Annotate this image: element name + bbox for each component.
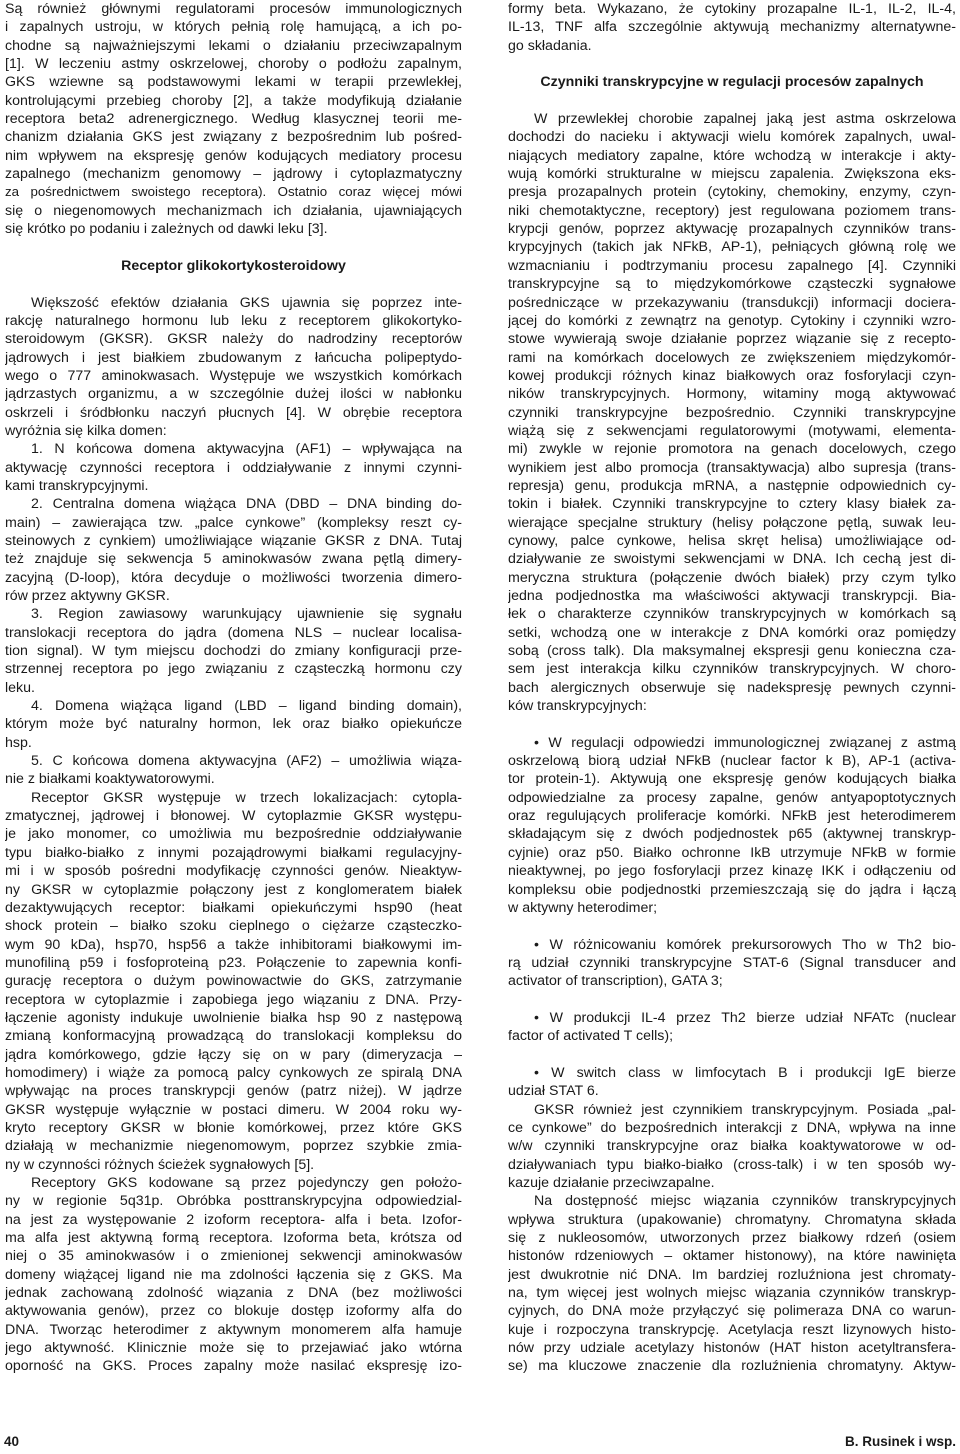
text-line: aktywację czynności receptora i oddziaływanie z innymi czynni- [5, 459, 462, 476]
text-line: nów przy udziale acetylazy histonów (HAT histon acetyltransfera- [508, 1340, 956, 1357]
text-line: jądra komórkowego, gdzie łączy się on w pary (dimeryzacja – [5, 1046, 462, 1063]
text-line: jest dwukrotnie nić DNA. Im bardziej rozluźniona jest chromaty- [508, 1266, 956, 1283]
text-line: Większość efektów działania GKS ujawnia się poprzez inte- [31, 294, 462, 311]
text-line: sobą (cross talk). Dla maksymalnej ekspresji genu konieczna cza- [508, 643, 956, 660]
text-line: chanizm działania GKS jest związany z bezpośrednim lub pośred- [5, 129, 462, 146]
text-line: 3. Region zawiasowy warunkujący ujawnienie się sygnału [31, 606, 462, 623]
text-line: steinowych z cynkiem) umożliwiające wiązanie GKSR z DNA. Tutaj [5, 532, 462, 549]
text-line: i zapalnych ustroju, w których pełnią rolę hamującą, a ich po- [5, 19, 462, 36]
text-line: nie z białkami koaktywatorowymi. [5, 771, 215, 788]
text-line: działają w mechanizmie niegenomowym, poprzez szybkie zmia- [5, 1138, 462, 1155]
text-line: GKS wziewne są podstawowymi lekami w terapii przewlekłej, [5, 74, 462, 91]
text-line: 2. Centralna domena wiążąca DNA (DBD – DNA binding do- [31, 496, 462, 513]
text-line: w/w czynniki transkrypcyjne oraz białka koaktywatorowe w od- [508, 1138, 956, 1155]
text-line: odpowiedzialne za procesy zapalne, genów antyapoptotycznych [508, 789, 956, 806]
text-line: rą udział czynniki transkrypcyjne STAT-6 (Signal transducer and [508, 954, 956, 971]
text-line: munofiliną p59 i fosfoproteiną p23. Połączenie to zapewnia konfi- [5, 954, 462, 971]
text-line: aktywowania genów), przez co blokuje dostęp izoformy alfa do [5, 1303, 462, 1320]
text-line: zmianą konformacyjną prowadzącą do translokacji kompleksu do [5, 1028, 462, 1045]
text-line: hsp. [5, 734, 32, 751]
text-line: ny w regionie 5q31p. Obróbka posttranskrypcyjna odpowiedzial- [5, 1193, 462, 1210]
text-line: GKSR również jest czynnikiem transkrypcyjnym. Posiada „pal- [534, 1101, 956, 1118]
text-line: na, tym więcej jest wolnych miejsc wiązania czynników transkryp- [508, 1285, 956, 1302]
text-line: homodimery) i wiąże za pomocą palcy cynkowych ze spiralą DNA [5, 1064, 462, 1081]
text-line: jednak zachowaną zdolność wiązania z DNA (bez możliwości [5, 1285, 462, 1302]
text-line: bach alergicznych obserwuje się nadekspresję pewnych czynni- [508, 679, 956, 696]
text-line: meryczna struktura (połączenie dwóch białek) przy czym tylko [508, 569, 956, 586]
text-line: kuje i rozpoczyna transkrypcję. Acetylacja reszt lizynowych histo- [508, 1321, 956, 1338]
text-line: dezaktywujących receptor: białkami opiekuńczymi hsp90 (heat [5, 899, 462, 916]
section-heading: Receptor glikokortykosteroidowy [121, 257, 346, 274]
text-line: setki, wchodzą one w interakcje z DNA komórki oraz pomiędzy [508, 624, 956, 641]
text-line: • W produkcji IL-4 przez Th2 bierze udział NFATc (nuclear [534, 1009, 956, 1026]
text-line: Receptory GKS kodowane są przez pojedynczy gen położo- [31, 1175, 462, 1191]
text-line: składającym się z dwóch podjednostek p65 (aktywnej transkryp- [508, 826, 956, 843]
text-line: łączenie agonisty indukuje uwolnienie białka hsp 90 z następową [5, 1009, 462, 1026]
text-line: ce cynkowe” do bezpośrednich interakcji z DNA, wpływa na inne [508, 1119, 956, 1136]
left-text-column [5, 0, 462, 1376]
paragraph-gap [5, 275, 462, 293]
paragraph-gap [508, 55, 956, 73]
text-line: Są również głównymi regulatorami procesów immunologicznych [5, 1, 462, 17]
text-line: Na dostępność miejsc wiązania czynników transkrypcyjnych [534, 1193, 956, 1210]
text-line: też znajduje się sekwencja 5 aminokwasów zwana pętlą dimery- [5, 551, 462, 568]
text-line: w aktywny heterodimer; [508, 899, 658, 916]
text-line: działywanie ze swoistymi sekwencjami w DNA. Ich cechą jest di- [508, 551, 956, 568]
text-line: stowe wywierają swoje działanie poprzez wiązanie się z recepto- [508, 331, 956, 348]
text-line: się krótko po podaniu i zależnych od dawki leku [3]. [5, 221, 328, 238]
text-line: go składania. [508, 37, 592, 54]
text-line: którym może być naturalny hormon, lek oraz białko opiekuńcze [5, 716, 462, 733]
text-line: • W regulacji odpowiedzi immunologicznej związanej z astmą [534, 734, 956, 751]
text-line: ników transkrypcyjnych. Hormony, witaminy mogą aktywować [508, 386, 956, 403]
text-line: translokacji receptora do jądra (domena NLS – nuclear localisa- [5, 624, 462, 641]
text-line: je jako monomer, co umożliwia mu bezpośrednie oddziaływanie [5, 826, 462, 843]
text-line: oskrzeli i śródbłonku naczyń płucnych [4]. W obrębie receptora [5, 404, 462, 421]
text-line: transkrypcyjne są to międzykomórkowe cząsteczki sygnałowe [508, 276, 956, 293]
text-line: • W switch class w limfocytach B i produkcji IgE bierze [534, 1064, 956, 1081]
paragraph-gap [5, 238, 462, 256]
page-number: 40 [4, 1434, 20, 1449]
text-line: sem jest interakcja kilku czynników transkrypcyjnych. W choro- [508, 661, 956, 678]
text-line: wym 90 kDa), hsp70, hsp56 a także inhibitorami białkowymi im- [5, 936, 462, 953]
text-line: 5. C końcowa domena aktywacyjna (AF2) – umożliwia wiąza- [31, 753, 462, 770]
text-line: oporność na GKS. Proces zapalny może nasilać ekspresję izo- [5, 1358, 462, 1375]
text-line: mi i w sposób pośredni modyfikację czynności genów. Nieaktyw- [5, 863, 462, 880]
text-line: krypcyjnych (takich jak NFkB, AP-1), pełniących główną rolę we [508, 239, 956, 256]
text-line: se) ma kluczowe znaczenie dla rozluźnienia chromatyny. Aktyw- [508, 1358, 956, 1375]
text-line: W przewlekłej chorobie zapalnej jaką jest astma oskrzelowa [534, 111, 956, 128]
text-line: receptora w cytoplazmie i zapobiega jego wiązaniu z DNA. Przy- [5, 991, 462, 1008]
text-line: rakcję naturalnego hormonu lub leku z receptorem glikokortyko- [5, 312, 462, 329]
text-line: ny GKSR w cytoplazmie połączony jest z konglomeratem białek [5, 881, 462, 898]
text-line: main) – zawierająca tzw. „palce cynkowe” (kompleksy reszt cy- [5, 514, 462, 531]
text-line: jego aktywność. Klinicznie może się to przejawiać jako wtórna [5, 1340, 462, 1357]
text-line: GKSR występuje wyłącznie w postaci dimeru. W 2004 roku wy- [5, 1101, 462, 1118]
text-line: jądrzastych organizmu, a w szczególnie dużej ilości w nabłonku [5, 386, 462, 403]
paragraph-gap [508, 1046, 956, 1064]
text-line: niej o 35 aminokwasów i o zmienionej sekwencji aminokwasów [5, 1248, 462, 1265]
text-line: dochodzi do nacieku i aktywacji wielu komórek zapalnych, uwal- [508, 129, 956, 146]
text-line: represja) genu, produkcja mRNA, a następnie odpowiednich cy- [508, 477, 956, 494]
text-line: formy beta. Wykazano, że cytokiny prozapalne IL-1, IL-2, IL-4, [508, 1, 956, 17]
text-line: strzennej receptora po jego związaniu z cząsteczką hormonu czy [5, 661, 462, 678]
text-line: kazuje działanie przeciwzapalne. [508, 1175, 715, 1191]
text-line: [1]. W leczeniu astmy oskrzelowej, choroby o podłożu zapalnym, [5, 56, 462, 73]
text-line: DNA. Tworząc heterodimer z aktywnym monomerem alfa hamuje [5, 1321, 462, 1338]
text-line: leku. [5, 679, 35, 696]
text-line: wzmacnianiu i podtrzymaniu procesu zapalnego [4]. Czynniki [508, 257, 956, 274]
text-line: ków transkrypcyjnych: [508, 698, 647, 715]
text-line: się o niegenomowych mechanizmach ich działania, ujawniających [5, 202, 462, 219]
text-line: factor of activated T cells); [508, 1028, 674, 1045]
text-line: nieaktywnej, po jego fosforylacji przez kinazę IKK i odłączeniu od [508, 863, 956, 880]
paragraph-gap [508, 991, 956, 1009]
right-text-column [508, 0, 956, 1376]
text-line: chodne są najważniejszymi lekami o działaniu przeciwzapalnym [5, 37, 462, 54]
paragraph-gap [508, 92, 956, 110]
text-line: niki chemotaktyczne, receptory) jest regulowana poziomem trans- [508, 202, 956, 219]
text-line: kompleksu obie podjednostki przemieszczają się do jądra i łączą [508, 881, 956, 898]
text-line: kontrolującymi przebieg choroby [2], a także modyfikują działanie [5, 92, 462, 109]
text-line: receptora beta2 adrenergicznego. Według klasycznej teorii me- [5, 111, 462, 128]
text-line: krypcji genów, poprzez aktywację prozapalnych czynników trans- [508, 221, 956, 238]
text-line: • W różnicowaniu komórek prekursorowych Tho w Th2 bio- [534, 936, 956, 953]
text-line: wynikiem jest albo promocja (transaktywacja) albo supresja (trans- [508, 459, 956, 476]
text-line: rami na komórkach docelowych ze zwiększeniem międzykomór- [508, 349, 956, 366]
text-line: działywaniach typu białko-białko (cross-talk) i w ten sposób wy- [508, 1156, 956, 1173]
text-line: domeny wiążącej ligand nie ma zdolności łączenia się z GKS. Ma [5, 1266, 462, 1283]
text-line: pośredniczące w przekazywaniu (transdukcji) informacji dociera- [508, 294, 956, 311]
text-line: cyjnie) oraz p50. Białko ochronne IkB utrzymuje NFkB w formie [508, 844, 956, 861]
page-footer [0, 1434, 960, 1452]
text-line: kami transkrypcyjnymi. [5, 477, 149, 494]
text-line: wyróżnia się kilka domen: [5, 422, 167, 439]
text-line: wpływając na proces transkrypcji genów (patrz niżej). W jądrze [5, 1083, 462, 1100]
text-line: ma alfa jest aktywną formą receptora. Izoforma beta, krótsza od [5, 1230, 462, 1247]
text-line: kowej produkcji różnych kinaz białkowych oraz fosforylacji czyn- [508, 367, 956, 384]
text-line: zapalnego (mechanizm genomowy – jądrowy i cytoplazmatyczny [5, 166, 462, 183]
text-line: się z nukleosomów, utworzonych przez białkowy rdzeń (osiem [508, 1230, 956, 1247]
text-line: presja prozapalnych protein (cytokiny, chemokiny, enzymy, czyn- [508, 184, 956, 201]
text-line: tor protein-1). Aktywują one ekspresję genów kodujących białka [508, 771, 956, 788]
text-line: zmatycznej, jądrowej i błonowej. W cytoplazmie GKSR występu- [5, 808, 462, 825]
text-line: activator of transcription), GATA 3; [508, 973, 723, 990]
text-line: na jest za występowanie 2 izoform receptora- alfa i beta. Izofor- [5, 1211, 462, 1228]
text-line: shock protein – białko szoku cieplnego o ciężarze cząsteczko- [5, 918, 462, 935]
text-line: steroidowym (GKSR). GKSR należy do nadrodziny receptorów [5, 331, 462, 348]
text-line: wiążą się z sekwencjami regulatorowymi (motywami, elementa- [508, 422, 956, 439]
text-line: wego o 777 aminokwasach. Występuje we wszystkich komórkach [5, 367, 462, 384]
text-line: za pośrednictwem swoistego receptora). Ostatnio coraz więcej mówi [5, 184, 462, 200]
text-line: Receptor GKSR występuje w trzech lokalizacjach: cytopla- [31, 789, 462, 806]
text-line: mi) zwykle w rejonie promotora na genach docelowych, czego [508, 441, 956, 458]
text-line: jącej do komórki z zewnątrz na genotyp. Cytokiny i czynniki wzro- [508, 312, 956, 329]
text-line: oskrzelową biorą udział NFkB (nuclear factor k B), AP-1 (activa- [508, 753, 956, 770]
text-line: cyjnych, do DNA może przyłączyć się polimeraza DNA co warun- [508, 1303, 956, 1320]
paragraph-gap [508, 715, 956, 733]
text-line: typu białko-białko z innymi pozajądrowymi białkami regulacyjny- [5, 844, 462, 861]
text-line: 1. N końcowa domena aktywacyjna (AF1) – wpływająca na [31, 441, 462, 458]
text-line: IL-13, TNF alfa szczególnie aktywują mechanizmy alternatywne- [508, 19, 956, 36]
text-line: czynniki transkrypcyjne bezpośrednio. Czynniki transkrypcyjne [508, 404, 956, 421]
text-line: udział STAT 6. [508, 1083, 599, 1100]
text-line: zacyjną (D-loop), która decyduje o możliwości tworzenia dimero- [5, 569, 462, 586]
text-line: histonów rdzeniowych – oktamer histonowy), na które nawinięta [508, 1248, 956, 1265]
text-line: cynowy, palce cynkowe, helisa skręt helisa) umożliwiające od- [508, 532, 956, 549]
text-line: wierające specjalne struktury (helisy połączone pętlą, suwak leu- [508, 514, 956, 531]
text-line: niających mediatory zapalne, które wchodzą w interakcje i akty- [508, 147, 956, 164]
text-line: ny w czynności różnych ścieżek sygnałowych [5]. [5, 1156, 315, 1173]
section-heading: Czynniki transkrypcyjne w regulacji procesów zapalnych [540, 74, 924, 91]
text-line: łek o charakterze czynników transkrypcyjnych w komórkach są [508, 606, 956, 623]
text-line: jądrowych i jest białkiem zbudowanym z łańcucha polipeptydo- [5, 349, 462, 366]
text-line: 4. Domena wiążąca ligand (LBD – ligand binding domain), [31, 698, 462, 715]
text-line: wują komórki strukturalne w miejscu zapalenia. Zwiększona eks- [508, 166, 956, 183]
text-line: tokin i białek. Czynniki transkrypcyjne to cztery klasy białek za- [508, 496, 956, 513]
text-line: jedna podjednostka ma właściwości aktywacji transkrypcji. Bia- [508, 588, 956, 604]
text-line: tion signal). W tym miejscu dochodzi do zmiany konfiguracji prze- [5, 643, 462, 660]
text-line: gurację receptora o dużym powinowactwie do GKS, zatrzymanie [5, 973, 462, 990]
text-line: kryto receptory GKSR w błonie komórkowej, przez które GKS [5, 1119, 462, 1136]
paragraph-gap [508, 917, 956, 935]
text-line: wpływa struktura (upakowanie) chromatyny. Chromatyna składa [508, 1211, 956, 1228]
text-line: rów przez aktywny GKSR. [5, 588, 170, 604]
text-line: nim wpływem na ekspresję genów kodujących mediatory procesu [5, 147, 462, 164]
running-authors: B. Rusinek i wsp. [844, 1434, 956, 1449]
text-line: oraz regulujących proliferacje komórki. NFkB jest heterodimerem [508, 808, 956, 825]
